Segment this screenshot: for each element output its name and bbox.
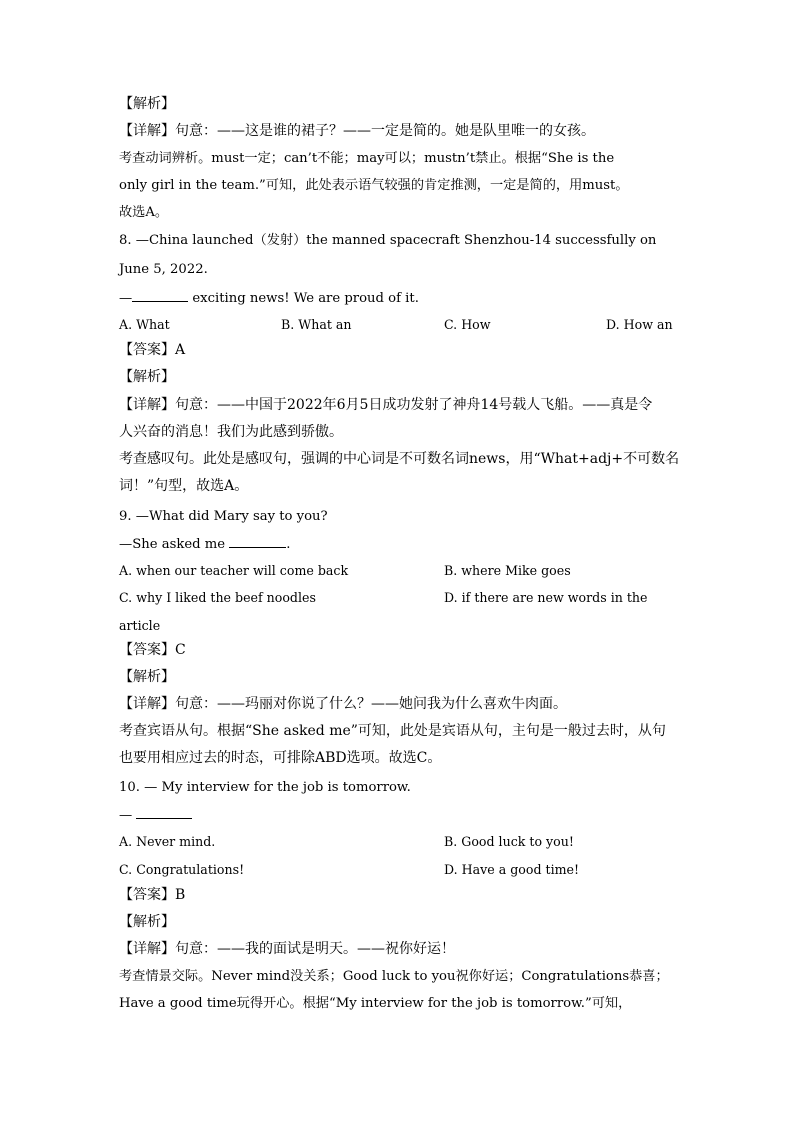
q10-answer: 【答案】B — [119, 887, 186, 903]
q9-option-c: C. why I liked the beef noodles — [119, 590, 316, 605]
q10-analysis-line1: 考查情景交际。Never mind没关系；Good luck to you祝你好运；Congratulations恭喜； — [119, 969, 669, 984]
q9-answer: 【答案】C — [119, 642, 186, 658]
q7-conclusion: 故选A。 — [119, 205, 169, 220]
q10-option-c: C. Congratulations! — [119, 862, 245, 877]
q9-reply — [119, 534, 290, 555]
q8-option-b: B. What an — [281, 317, 352, 332]
q9-detail: 【详解】句意：——玛丽对你说了什么？——她问我为什么喜欢牛肉面。 — [119, 696, 567, 712]
q8-jiexi-header: 【解析】 — [119, 369, 175, 385]
q7-jiexi-header: 【解析】 — [119, 96, 175, 112]
q8-reply — [119, 288, 419, 309]
q9-jiexi-header: 【解析】 — [119, 669, 175, 685]
q8-option-c: C. How — [444, 317, 491, 332]
q10-jiexi-header: 【解析】 — [119, 914, 175, 930]
q8-detail-line2: 人兴奋的消息！我们为此感到骄傲。 — [119, 424, 343, 440]
q8-detail-line1: 【详解】句意：——中国于2022年6月5日成功发射了神舟14号载人飞船。——真是令 — [119, 397, 653, 413]
q10-reply — [119, 805, 192, 826]
q10-reply-prefix: — — [119, 808, 137, 823]
q10-question-line1: 10. — My interview for the job is tomorrow. — [119, 780, 411, 795]
q7-detail: 【详解】句意：——这是谁的裙子？——一定是简的。她是队里唯一的女孩。 — [119, 123, 595, 139]
q9-analysis-line2: 也要用相应过去的时态，可排除ABD选项。故选C。 — [119, 750, 442, 766]
q10-analysis-line2: Have a good time玩得开心。根据“My interview for the job is tomorrow.”可知， — [119, 996, 632, 1011]
q8-reply-suffix: exciting news! We are proud of it. — [188, 291, 419, 306]
q9-option-b: B. where Mike goes — [444, 563, 571, 578]
q7-analysis-line2: only girl in the team.”可知，此处表示语气较强的肯定推测，一定是简的，用must。 — [119, 178, 629, 193]
q8-answer: 【答案】A — [119, 342, 186, 358]
q8-analysis-line2: 词！”句型，故选A。 — [119, 478, 249, 494]
q9-option-d-wrap: article — [119, 618, 161, 633]
q8-reply-prefix: — — [119, 291, 133, 306]
q9-reply-suffix: . — [286, 537, 291, 552]
q9-option-a: A. when our teacher will come back — [119, 563, 349, 578]
q10-option-b: B. Good luck to you! — [444, 834, 574, 849]
q7-analysis-line1: 考查动词辨析。must一定；can’t不能；may可以；mustn’t禁止。根据“She is the — [119, 151, 615, 166]
q10-option-a: A. Never mind. — [119, 834, 216, 849]
q10-option-d: D. Have a good time! — [444, 862, 580, 877]
q8-question-line1: 8. —China launched（发射）the manned spacecraft Shenzhou-14 successfully on — [119, 233, 657, 248]
q9-option-d: D. if there are new words in the — [444, 590, 648, 605]
q8-option-a: A. What — [119, 317, 170, 332]
q9-question-line1: 9. —What did Mary say to you? — [119, 509, 328, 524]
q9-answer-blank — [229, 534, 286, 548]
q9-analysis-line1: 考查宾语从句。根据“She asked me”可知，此处是宾语从句，主句是一般过去时，从句 — [119, 723, 666, 739]
q10-detail: 【详解】句意：——我的面试是明天。——祝你好运！ — [119, 941, 455, 957]
q8-analysis-line1: 考查感叹句。此处是感叹句，强调的中心词是不可数名词news，用“What+adj+不可数名 — [119, 451, 680, 467]
q8-answer-blank — [132, 288, 188, 302]
q8-option-d: D. How an — [606, 317, 673, 332]
q9-reply-prefix: —She asked me — [119, 537, 230, 552]
q8-question-line2: June 5, 2022. — [119, 262, 208, 277]
q10-answer-blank — [136, 805, 192, 819]
